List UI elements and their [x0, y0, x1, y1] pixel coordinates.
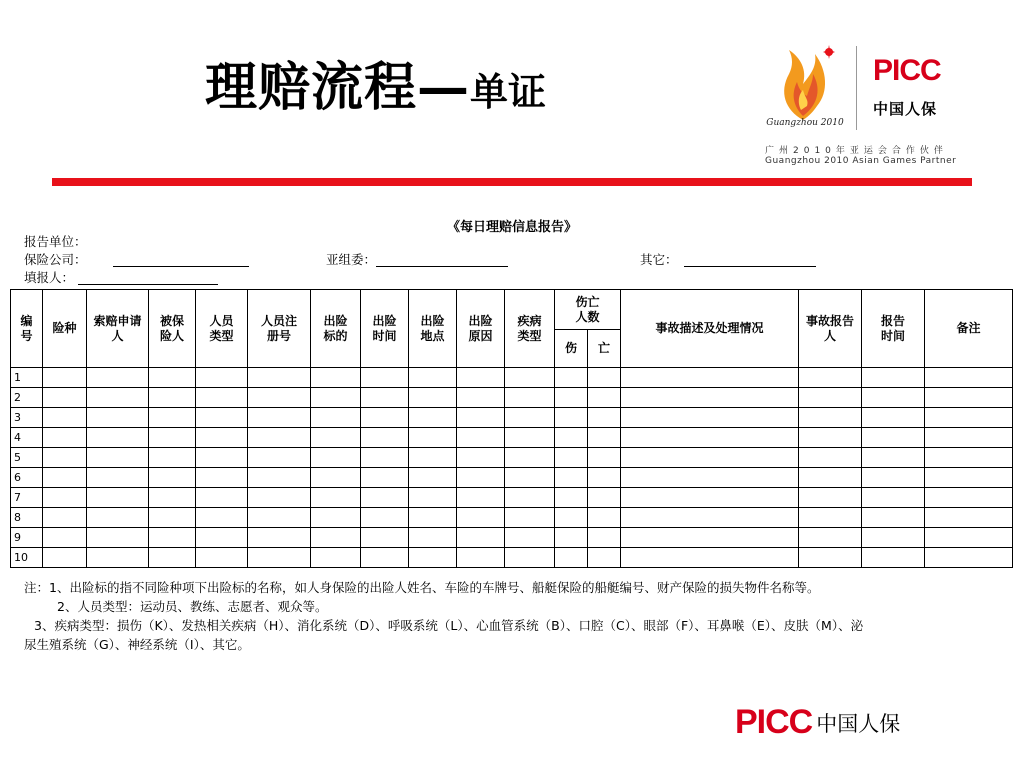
table-cell [248, 408, 311, 428]
table-cell [248, 448, 311, 468]
table-cell [457, 368, 505, 388]
table-cell [196, 408, 248, 428]
table-cell [311, 548, 361, 568]
table-cell [621, 548, 799, 568]
table-cell [43, 528, 87, 548]
table-cell [87, 528, 149, 548]
header-remark: 备注 [925, 290, 1013, 368]
header-no-text: 编号 [20, 313, 33, 343]
other-field [640, 254, 816, 267]
table-cell [555, 448, 588, 468]
table-cell [505, 508, 555, 528]
table-cell [149, 448, 196, 468]
table-cell [799, 388, 862, 408]
header-insured [149, 290, 196, 368]
table-cell [361, 488, 409, 508]
table-cell [505, 528, 555, 548]
table-cell [925, 368, 1013, 388]
table-cell [311, 508, 361, 528]
table-row [11, 548, 1013, 568]
table-cell [43, 448, 87, 468]
table-cell [457, 548, 505, 568]
committee-field [326, 254, 508, 267]
table-cell [588, 428, 621, 448]
picc-chinese-name-footer: 中国人保 [816, 711, 901, 736]
header-casualty [555, 290, 621, 330]
row-number: 4 [11, 428, 43, 448]
table-cell [196, 448, 248, 468]
table-cell [799, 448, 862, 468]
table-cell [925, 448, 1013, 468]
table-cell [555, 408, 588, 428]
table-cell [588, 468, 621, 488]
table-cell [149, 528, 196, 548]
table-cell [457, 488, 505, 508]
table-cell [43, 368, 87, 388]
table-cell [925, 468, 1013, 488]
picc-chinese-name: 中国人保 [873, 100, 938, 118]
table-cell [87, 388, 149, 408]
note-line-1: 注：1、出险标的指不同险种项下出险标的名称，如人身保险的出险人姓名、车险的车牌号、船艇保险的船艇编号、财产保险的损失物件名称等。 [24, 580, 820, 595]
header-subject-text: 出险标的 [323, 313, 348, 343]
table-cell [457, 428, 505, 448]
table-cell [43, 388, 87, 408]
header-reporter [799, 290, 862, 368]
table-cell [457, 408, 505, 428]
note-line-2: 2、人员类型：运动员、教练、志愿者、观众等。 [57, 599, 328, 614]
table-cell [248, 468, 311, 488]
table-cell [43, 408, 87, 428]
table-cell [555, 508, 588, 528]
row-number: 2 [11, 388, 43, 408]
table-cell [43, 508, 87, 528]
table-cell [621, 368, 799, 388]
header-place [409, 290, 457, 368]
table-cell [361, 508, 409, 528]
row-number: 6 [11, 468, 43, 488]
table-cell [149, 488, 196, 508]
table-cell [621, 528, 799, 548]
company-label: 保险公司： [24, 252, 87, 267]
title-sub: 单证 [470, 69, 547, 114]
row-number: 10 [11, 548, 43, 568]
table-cell [311, 388, 361, 408]
table-cell [862, 408, 925, 428]
table-cell [799, 428, 862, 448]
picc-logo-footer: PICC [735, 703, 813, 741]
note-line-3: 3、疾病类型：损伤（K）、发热相关疾病（H）、消化系统（D）、呼吸系统（L）、心血管系统（B）、口腔（C）、眼部（F）、耳鼻喉（E）、皮肤（M）、泌 [34, 618, 864, 633]
row-number: 5 [11, 448, 43, 468]
table-cell [862, 468, 925, 488]
header-casualty-text: 伤亡人数 [575, 294, 600, 324]
table-cell [149, 468, 196, 488]
header-time-text: 出险时间 [372, 313, 397, 343]
table-cell [862, 488, 925, 508]
table-cell [409, 448, 457, 468]
table-cell [248, 548, 311, 568]
games-script-wordmark: Guangzhou 2010 [766, 118, 844, 128]
table-cell [457, 528, 505, 548]
header-reporter-text: 事故报告人 [805, 313, 854, 343]
table-row [11, 448, 1013, 468]
table-cell [248, 368, 311, 388]
table-cell [925, 508, 1013, 528]
table-cell [87, 408, 149, 428]
header-cause-text: 出险原因 [468, 313, 493, 343]
committee-blank [376, 255, 508, 267]
table-cell [621, 408, 799, 428]
header-disease-text: 疾病类型 [517, 313, 542, 343]
table-row [11, 508, 1013, 528]
table-cell [87, 448, 149, 468]
table-row [11, 468, 1013, 488]
table-cell [196, 508, 248, 528]
table-cell [361, 408, 409, 428]
table-cell [149, 388, 196, 408]
picc-logo: PICC [873, 54, 941, 87]
table-cell [925, 388, 1013, 408]
logo-block [755, 40, 955, 170]
header-claimant [87, 290, 149, 368]
table-row [11, 488, 1013, 508]
table-cell [409, 368, 457, 388]
table-cell [799, 408, 862, 428]
table-cell [361, 448, 409, 468]
table-cell [311, 528, 361, 548]
table-cell [799, 368, 862, 388]
table-cell [457, 508, 505, 528]
table-cell [196, 548, 248, 568]
header-person-type [196, 290, 248, 368]
table-cell [588, 508, 621, 528]
header-disease [505, 290, 555, 368]
table-cell [505, 488, 555, 508]
table-cell [925, 428, 1013, 448]
header-person-reg-text: 人员注册号 [260, 313, 297, 343]
partner-text-cn: 广州2010年亚运会合作伙伴 [765, 146, 948, 156]
table-cell [87, 548, 149, 568]
notes-block [24, 578, 1009, 654]
table-cell [311, 468, 361, 488]
table-row [11, 408, 1013, 428]
table-cell [311, 448, 361, 468]
table-cell [925, 548, 1013, 568]
table-cell [925, 408, 1013, 428]
table-row [11, 388, 1013, 408]
header-injured: 伤 [555, 330, 588, 368]
table-cell [43, 428, 87, 448]
table-cell [409, 528, 457, 548]
table-cell [43, 488, 87, 508]
table-cell [457, 468, 505, 488]
table-cell [588, 408, 621, 428]
table-cell [196, 428, 248, 448]
table-cell [87, 508, 149, 528]
table-cell [311, 428, 361, 448]
filler-blank [78, 273, 218, 285]
header-cause [457, 290, 505, 368]
table-cell [799, 508, 862, 528]
table-cell [555, 548, 588, 568]
table-cell [409, 388, 457, 408]
table-cell [799, 468, 862, 488]
partner-text-en: Guangzhou 2010 Asian Games Partner [765, 156, 957, 166]
table-cell [555, 468, 588, 488]
table-cell [862, 548, 925, 568]
table-cell [248, 428, 311, 448]
table-cell [621, 488, 799, 508]
table-cell [361, 368, 409, 388]
table-cell [588, 448, 621, 468]
table-cell [925, 488, 1013, 508]
table-cell [555, 528, 588, 548]
table-cell [248, 388, 311, 408]
table-cell [311, 368, 361, 388]
table-cell [87, 368, 149, 388]
table-cell [43, 468, 87, 488]
row-number: 7 [11, 488, 43, 508]
table-cell [149, 408, 196, 428]
row-number: 1 [11, 368, 43, 388]
other-label: 其它： [640, 252, 678, 267]
row-number: 8 [11, 508, 43, 528]
footer-logo [735, 703, 900, 742]
filler-label: 填报人： [24, 270, 75, 285]
table-cell [588, 528, 621, 548]
company-field [24, 254, 249, 267]
table-cell [409, 468, 457, 488]
table-cell [555, 488, 588, 508]
table-cell [588, 488, 621, 508]
logo-divider [856, 46, 857, 130]
table-cell [409, 428, 457, 448]
report-unit-label: 报告单位： [24, 234, 87, 249]
table-row [11, 528, 1013, 548]
header-insured-text: 被保险人 [159, 313, 184, 343]
claim-report-table [10, 289, 1013, 568]
table-cell [361, 528, 409, 548]
table-cell [862, 388, 925, 408]
company-blank [113, 255, 249, 267]
table-cell [505, 388, 555, 408]
asian-games-torch-logo [763, 44, 843, 122]
table-cell [457, 448, 505, 468]
header-dead: 亡 [588, 330, 621, 368]
table-cell [799, 488, 862, 508]
table-cell [361, 428, 409, 448]
table-cell [196, 468, 248, 488]
table-cell [87, 468, 149, 488]
table-cell [196, 388, 248, 408]
table-cell [248, 488, 311, 508]
header-report-time [862, 290, 925, 368]
header-no [11, 290, 43, 368]
header-time [361, 290, 409, 368]
table-cell [799, 548, 862, 568]
table-cell [505, 368, 555, 388]
other-blank [684, 255, 816, 267]
table-cell [555, 368, 588, 388]
row-number: 9 [11, 528, 43, 548]
table-cell [555, 388, 588, 408]
table-cell [457, 388, 505, 408]
note-line-4: 尿生殖系统（G）、神经系统（I）、其它。 [24, 637, 250, 652]
table-cell [862, 428, 925, 448]
table-cell [149, 368, 196, 388]
table-cell [505, 408, 555, 428]
table-cell [621, 508, 799, 528]
table-cell [149, 428, 196, 448]
table-cell [862, 508, 925, 528]
title-main: 理赔流程— [205, 57, 471, 118]
table-cell [409, 488, 457, 508]
table-body [11, 368, 1013, 568]
table-cell [862, 528, 925, 548]
table-cell [588, 548, 621, 568]
table-cell [409, 548, 457, 568]
page-title [205, 57, 547, 118]
header-insurance-type: 险种 [43, 290, 87, 368]
table-cell [311, 488, 361, 508]
committee-label: 亚组委： [326, 252, 377, 267]
header-report-time-text: 报告时间 [880, 313, 905, 343]
table-cell [149, 548, 196, 568]
table-row [11, 428, 1013, 448]
header-person-reg [248, 290, 311, 368]
table-cell [409, 508, 457, 528]
table-cell [248, 528, 311, 548]
table-cell [505, 448, 555, 468]
table-row [11, 368, 1013, 388]
table-cell [505, 468, 555, 488]
table-cell [409, 408, 457, 428]
table-cell [361, 388, 409, 408]
row-number: 3 [11, 408, 43, 428]
table-cell [361, 548, 409, 568]
header-description: 事故描述及处理情况 [621, 290, 799, 368]
table-cell [87, 428, 149, 448]
table-cell [862, 368, 925, 388]
table-cell [361, 468, 409, 488]
table-cell [196, 528, 248, 548]
table-cell [588, 368, 621, 388]
table-cell [196, 488, 248, 508]
table-cell [588, 388, 621, 408]
table-cell [87, 488, 149, 508]
red-divider-bar [52, 178, 972, 186]
table-cell [555, 428, 588, 448]
header-claimant-text: 索赔申请人 [93, 313, 142, 343]
header-subject [311, 290, 361, 368]
table-cell [799, 528, 862, 548]
header-person-type-text: 人员类型 [209, 313, 234, 343]
table-cell [925, 528, 1013, 548]
table-cell [196, 368, 248, 388]
table-cell [149, 508, 196, 528]
table-cell [621, 468, 799, 488]
table-cell [248, 508, 311, 528]
report-title: 《每日理赔信息报告》 [446, 220, 577, 235]
table-cell [505, 548, 555, 568]
table-cell [621, 388, 799, 408]
table-cell [862, 448, 925, 468]
table-cell [621, 428, 799, 448]
header-place-text: 出险地点 [420, 313, 445, 343]
filler-field [24, 272, 218, 285]
table-cell [43, 548, 87, 568]
table-cell [311, 408, 361, 428]
table-cell [621, 448, 799, 468]
table-cell [505, 428, 555, 448]
